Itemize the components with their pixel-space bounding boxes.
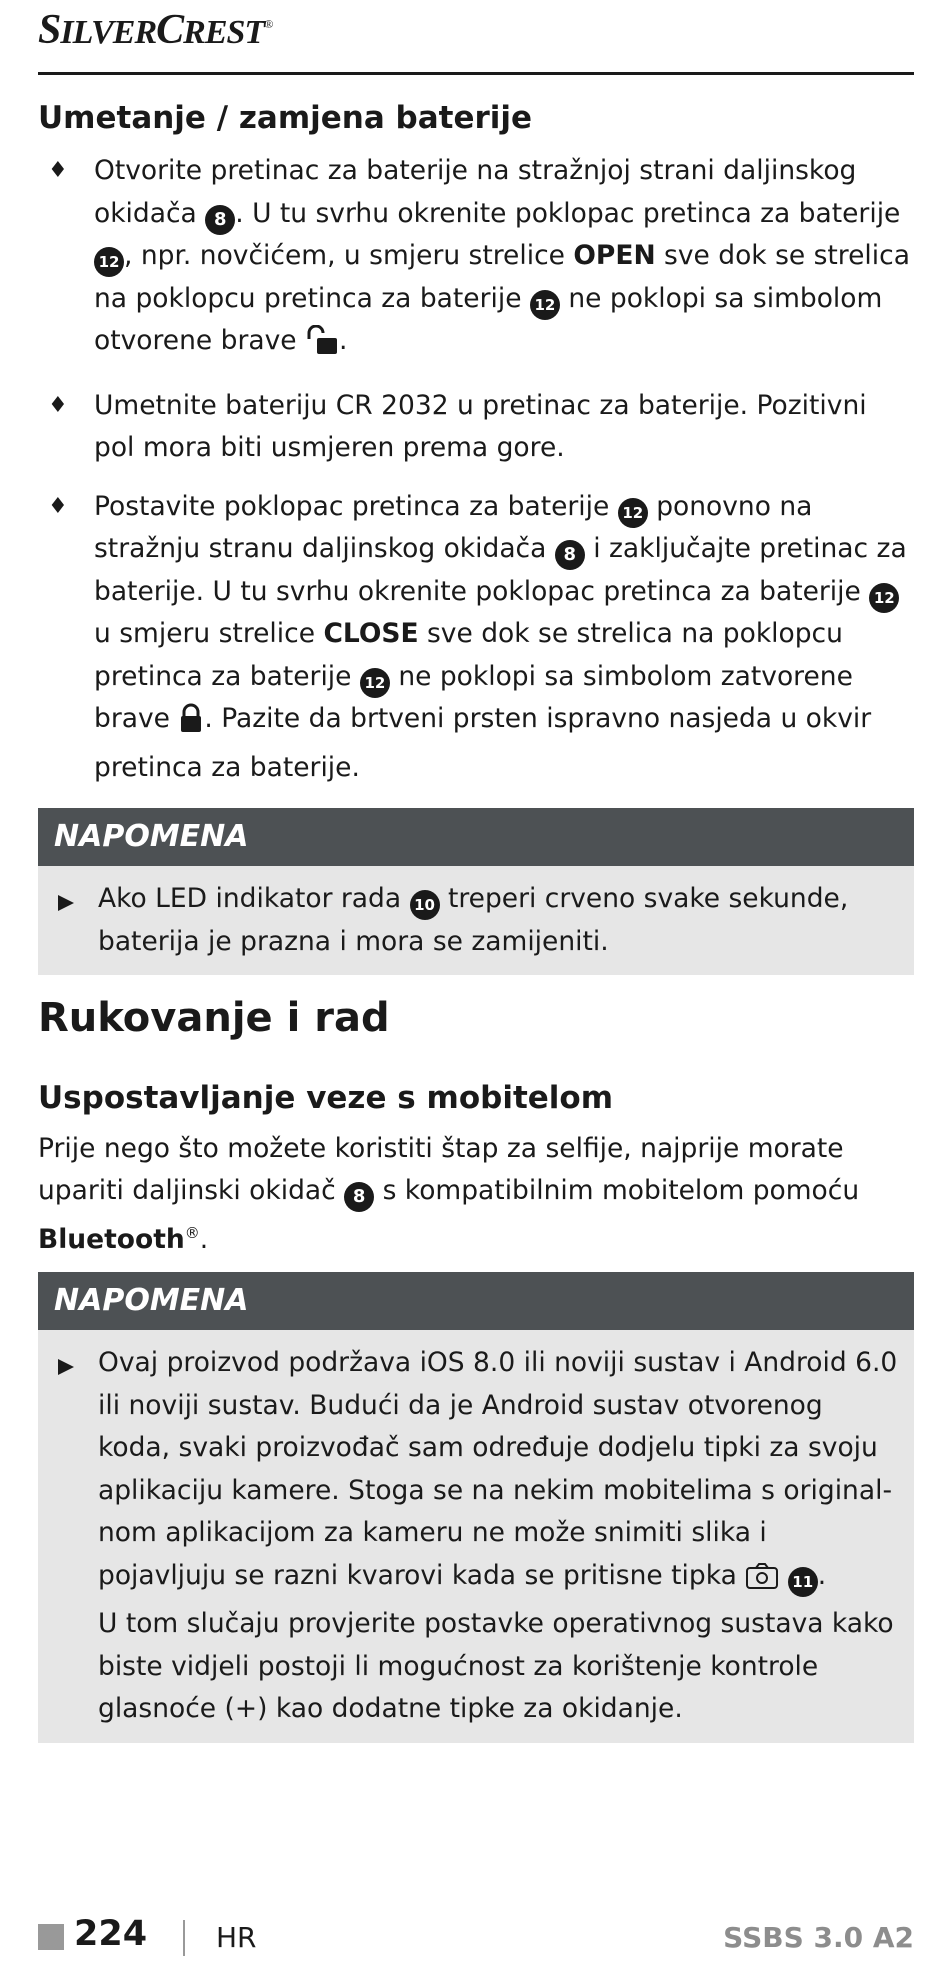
open-lock-icon: [305, 325, 339, 369]
text: . U tu svrhu okrenite poklopac pretinca za baterije: [235, 197, 901, 229]
note-box-battery: [38, 808, 914, 975]
callout-number: 12: [869, 583, 899, 613]
list-item: [38, 150, 914, 369]
callout-number: 12: [530, 290, 560, 320]
model-number: SSBS 3.0 A2: [723, 1921, 914, 1954]
brand-letter: S: [38, 7, 61, 53]
bluetooth-label: Bluetooth: [38, 1223, 185, 1255]
bullet-icon: ♦: [48, 392, 68, 418]
text: sve dok se strelica na poklopcu pretinca za baterije: [94, 240, 910, 314]
text: .: [817, 1559, 827, 1591]
note-body: [38, 1330, 914, 1743]
registered-mark: ®: [184, 1224, 200, 1242]
open-label: OPEN: [573, 240, 656, 271]
note-body: [38, 866, 914, 975]
text: ne poklopi sa simbolom otvorene brave: [94, 282, 883, 356]
text: ne poklopi sa simbolom zatvorene brave: [94, 660, 853, 734]
callout-number: 8: [555, 540, 585, 570]
text: treperi crveno svake sekunde, baterija je prazna i mora se zamijeniti.: [98, 883, 849, 957]
text: Postavite poklopac pretinca za baterije: [94, 490, 618, 522]
text: .: [339, 325, 348, 356]
brand-logo: [38, 6, 272, 54]
section-title-connection: Uspostavljanje veze s mobitelom: [38, 1080, 614, 1116]
header-rule: [38, 72, 914, 75]
text: Ovaj proizvod podržava iOS 8.0 ili noviji sustav i Android 6.0 ili noviji sustav. Budući da je Android sustav otvorenog koda, svaki proizvođač sam određuje dodjelu tipki za svoju aplikaciju kamere. Stoga se na nekim mobitelima s original-nom aplikacijom za kameru ne može snimiti slika i pojavljuju se razni kvarovi kada se pritisne tipka: [98, 1347, 898, 1591]
language-code: HR: [216, 1921, 257, 1954]
text: s kompatibilnim mobitelom pomoću: [374, 1175, 860, 1206]
text: Ako LED indikator rada: [98, 883, 410, 914]
note-box-compatibility: [38, 1272, 914, 1743]
callout-number: 12: [360, 668, 390, 698]
callout-number: 12: [94, 247, 124, 277]
callout-number: 12: [618, 498, 648, 528]
list-item: [38, 486, 914, 790]
battery-steps: [38, 150, 914, 805]
text: Otvorite pretinac za baterije na stražnjoj strani daljinskog okidača: [94, 155, 857, 229]
connection-paragraph: [38, 1128, 914, 1261]
footer-square: [38, 1924, 64, 1950]
camera-button-icon: [745, 1561, 779, 1604]
brand-letters: REST: [183, 14, 265, 51]
text: Prije nego što možete koristiti štap za selfije, najprije morate upariti daljinski okidač: [38, 1133, 844, 1206]
bullet-icon: ♦: [48, 493, 68, 519]
arrow-right-icon: [58, 895, 74, 911]
callout-number: 11: [788, 1567, 818, 1597]
callout-number: 8: [344, 1182, 374, 1212]
section-title-battery: Umetanje / zamjena baterije: [38, 100, 533, 136]
footer-separator: [183, 1920, 185, 1956]
bullet-icon: ♦: [48, 158, 68, 183]
callout-number: 10: [410, 890, 440, 920]
text: u smjeru strelice: [94, 618, 324, 649]
brand-letters: ILVER: [60, 14, 157, 51]
text: sve dok se strelica na poklopcu pretinca za baterije: [94, 618, 843, 692]
brand-letter: C: [156, 7, 184, 53]
brand-registered: ®: [264, 17, 273, 31]
text: . Pazite da brtveni prsten ispravno nasjeda u okvir pretinca za baterije.: [94, 703, 872, 783]
page-number: 224: [74, 1914, 148, 1954]
text: Umetnite bateriju CR 2032 u pretinac za baterije. Pozitivni pol mora biti usmjeren prema gore.: [94, 389, 867, 463]
callout-number: 8: [205, 205, 235, 235]
text: .: [199, 1223, 209, 1255]
arrow-right-icon: [58, 1359, 74, 1375]
close-label: CLOSE: [323, 618, 419, 649]
list-item: [38, 385, 914, 470]
text: ponovno na stražnju stranu daljinskog okidača: [94, 490, 813, 564]
note-header: NAPOMENA: [38, 808, 914, 866]
text: , npr. novčićem, u smjeru strelice: [124, 240, 574, 271]
chapter-title: Rukovanje i rad: [38, 995, 390, 1041]
manual-page: [38, 0, 914, 1961]
text: U tom slučaju provjerite postavke operativnog sustava kako biste vidjeli postoji li mogućnost za korištenje kontrole glasnoće (+) kao dodatne tipke za okidanje.: [98, 1608, 894, 1724]
closed-lock-icon: [178, 703, 204, 747]
text: i zaključajte pretinac za baterije. U tu svrhu okrenite poklopac pretinca za baterije: [94, 533, 907, 607]
note-header: NAPOMENA: [38, 1272, 914, 1330]
